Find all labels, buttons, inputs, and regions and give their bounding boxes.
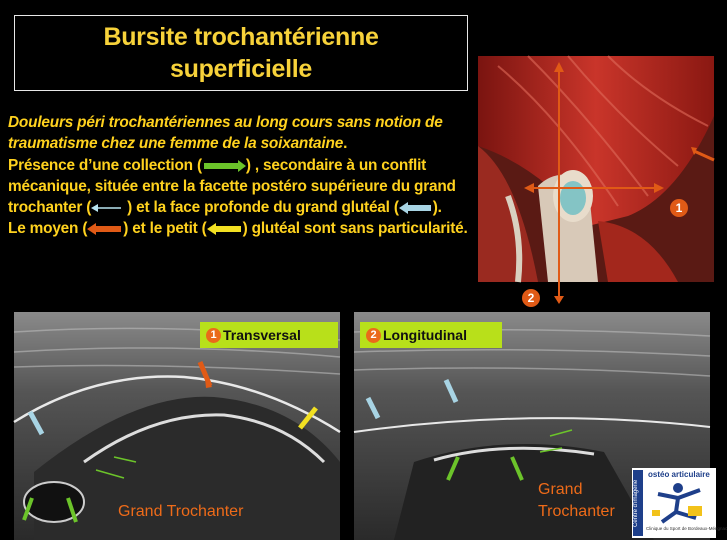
case-description: Douleurs péri trochantériennes au long cours sans notion de traumatisme chez une femme de la soixantaine. Présence d’une collection ( ) , secondaire à un conflit mécanique, située entre la facette postéro supérieure du grand trochanter ( ) et la face profonde du grand glutéal ( ). Le moyen ( ) et le petit ( ) glutéal sont sans particularité.	[8, 114, 468, 238]
clinical-history: Douleurs péri trochantériennes au long cours sans notion de traumatisme chez une femme de la soixantaine	[8, 114, 443, 153]
light-blue-arrow-icon	[91, 203, 127, 213]
logo-bottom-text: Clinique du Sport de Bordeaux-Mérignac	[646, 526, 727, 531]
caption-grand-trochanter-left: Grand Trochanter	[118, 503, 244, 520]
hip-anatomy-illustration	[478, 56, 714, 282]
label-1: 1	[670, 199, 688, 217]
title-line-2: superficielle	[170, 55, 312, 83]
green-arrow-icon	[202, 160, 246, 172]
label-2: 2	[522, 289, 540, 307]
athlete-figure-icon	[648, 480, 712, 524]
title-box	[14, 15, 468, 91]
down-arrow-icon	[553, 282, 565, 304]
light-blue-arrow-icon	[399, 202, 433, 214]
yellow-arrow-icon	[207, 223, 243, 235]
orange-arrow-icon	[87, 223, 123, 235]
caption-grand-trochanter-right: Grand Trochanter	[538, 481, 615, 520]
logo	[632, 468, 727, 538]
tag-longitudinal: 2 Longitudinal	[360, 322, 502, 348]
tag-transversal: 1 Transversal	[200, 322, 338, 348]
logo-side-text: Centre d'imagerie	[633, 479, 639, 527]
logo-top-text: ostéo articulaire	[648, 470, 710, 479]
title-line-1: Bursite trochantérienne	[103, 23, 379, 51]
